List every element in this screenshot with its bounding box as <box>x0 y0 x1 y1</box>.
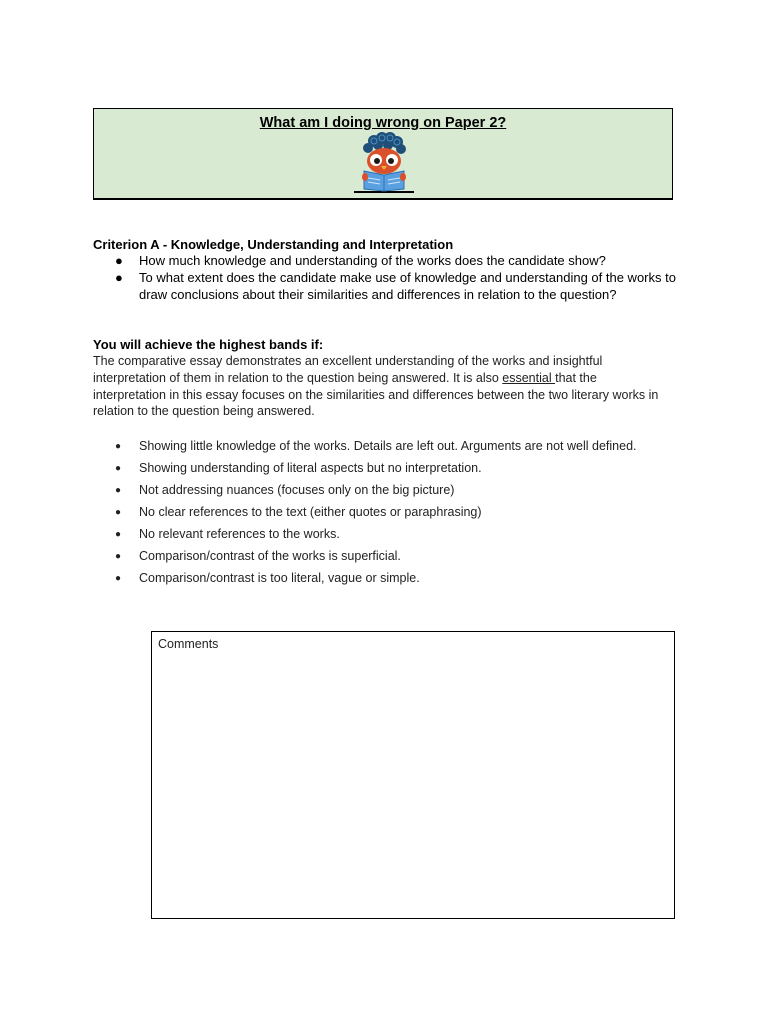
list-item <box>93 458 653 479</box>
error-text: No relevant references to the works. <box>139 527 340 541</box>
bands-heading: You will achieve the highest bands if: <box>93 337 324 352</box>
list-item <box>93 502 653 523</box>
criterion-questions-list <box>93 252 683 303</box>
bullet-icon: ● <box>115 573 122 584</box>
list-item <box>93 480 653 501</box>
bullet-icon: ● <box>115 485 122 496</box>
list-item <box>93 252 683 269</box>
reading-owl-mascot-icon <box>352 131 416 195</box>
bullet-icon: ● <box>115 551 122 562</box>
paragraph-text: The comparative essay demonstrates an excellent understanding of the works and insightful interpretation of them in relation to the question being answered. It is also <box>93 354 603 385</box>
error-text: Comparison/contrast of the works is superficial. <box>139 549 401 563</box>
question-text: To what extent does the candidate make use of knowledge and understanding of the works to draw conclusions about their similarities and differences in relation to the question? <box>139 270 676 302</box>
list-item <box>93 524 653 545</box>
comments-label: Comments <box>158 637 219 651</box>
error-text: No clear references to the text (either quotes or paraphrasing) <box>139 505 482 519</box>
common-errors-list <box>93 436 653 590</box>
list-item <box>93 546 653 567</box>
criterion-heading: Criterion A - Knowledge, Understanding and Interpretation <box>93 237 454 252</box>
page-title: What am I doing wrong on Paper 2? <box>259 115 507 131</box>
bullet-icon: ● <box>115 270 123 285</box>
paragraph-underlined-word: essential <box>502 370 556 385</box>
bullet-icon: ● <box>115 463 122 474</box>
list-item <box>93 568 653 589</box>
error-text: Comparison/contrast is too literal, vague or simple. <box>139 571 420 585</box>
error-text: Showing understanding of literal aspects but no interpretation. <box>139 461 482 475</box>
bands-paragraph <box>93 353 661 420</box>
error-text: Not addressing nuances (focuses only on the big picture) <box>139 483 455 497</box>
paragraph-text: that the interpretation in this essay focuses on the similarities and differences between the two literary works in relation to the question being answered. <box>93 370 659 419</box>
question-text: How much knowledge and understanding of the works does the candidate show? <box>139 253 606 268</box>
comments-box[interactable] <box>151 631 675 919</box>
bullet-icon: ● <box>115 529 122 540</box>
bullet-icon: ● <box>115 441 122 452</box>
title-banner <box>93 108 673 200</box>
list-item <box>93 269 683 303</box>
list-item <box>93 436 653 457</box>
error-text: Showing little knowledge of the works. Details are left out. Arguments are not well defined. <box>139 439 637 453</box>
bullet-icon: ● <box>115 253 123 268</box>
bullet-icon: ● <box>115 507 122 518</box>
